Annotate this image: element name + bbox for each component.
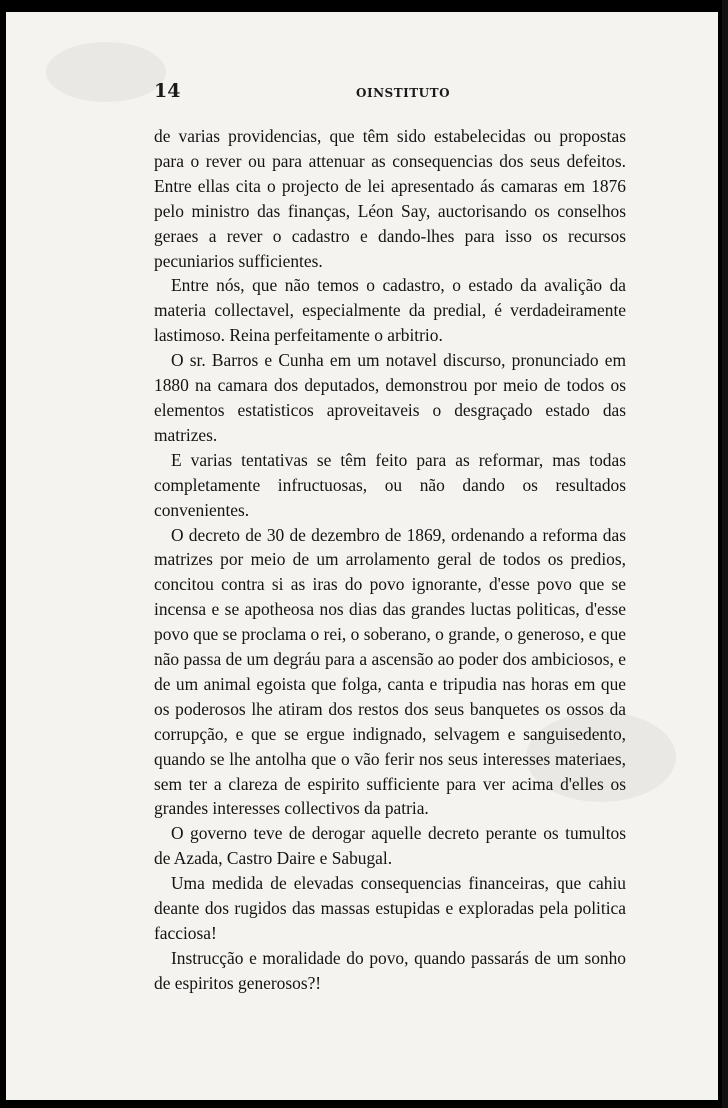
scan-edge [722,0,728,1108]
paragraph: E varias tentativas se têm feito para as reformar, mas todas completamente infructuosas, ou não dando os resultados convenientes. [154,449,626,520]
paragraph: Entre nós, que não temos o cadastro, o estado da avalição da materia collectavel, especialmente da predial, é verdadeiramente lastimoso. Reina perfeitamente o arbitrio. [154,275,626,346]
paragraph: O decreto de 30 de dezembro de 1869, ordenando a reforma das matrizes por meio de um arrolamento geral de todos os predios, concitou contra si as iras do povo ignorante, d'esse povo que se incensa e se apotheosa nos dias das grandes luctas politicas, d'esse povo que se proclama o rei, o soberano, o grande, o generoso, e que não passa de um degráu para a ascensão ao poder dos ambiciosos, e de um animal egoista que folga, canta e tripudia nas horas em que os poderosos lhe atiram dos restos dos seus banquetes os ossos da corrupção, e que se ergue indignado, selvagem e sanguisedento, quando se lhe antolha que o vão ferir nos seus interesses materiaes, sem ter a clareza de espirito sufficiente para ver acima d'elles os grandes interesses collectivos da patria. [154,524,626,819]
running-title: OINSTITUTO [356,86,451,100]
page-header [154,80,626,104]
paragraph: O governo teve de derogar aquelle decreto perante os tumultos de Azada, Castro Daire e Sabugal. [154,823,626,869]
paragraph: Instrucção e moralidade do povo, quando passarás de um sonho de espiritos generosos?! [154,947,626,993]
body-text [154,124,626,996]
paragraph: O sr. Barros e Cunha em um notavel discurso, pronunciado em 1880 na camara dos deputados, demonstrou por meio de todos os elementos estatisticos aproveitaveis o desgraçado estado das matrizes. [154,350,626,445]
paragraph: de varias providencias, que têm sido estabelecidas ou propostas para o rever ou para attenuar as consequencias dos seus defeitos. Entre ellas cita o projecto de lei apresentado ás camaras em 1876 pelo ministro das finanças, Léon Say, auctorisando os conselhos geraes a rever o cadastro e dando-lhes para isso os recursos pecuniarios sufficientes. [154,126,626,271]
paper-stain [46,42,166,102]
paragraph: Uma medida de elevadas consequencias financeiras, que cahiu deante dos rugidos das massas estupidas e exploradas pela politica facciosa! [154,873,626,943]
page-number: 14 [154,80,181,102]
